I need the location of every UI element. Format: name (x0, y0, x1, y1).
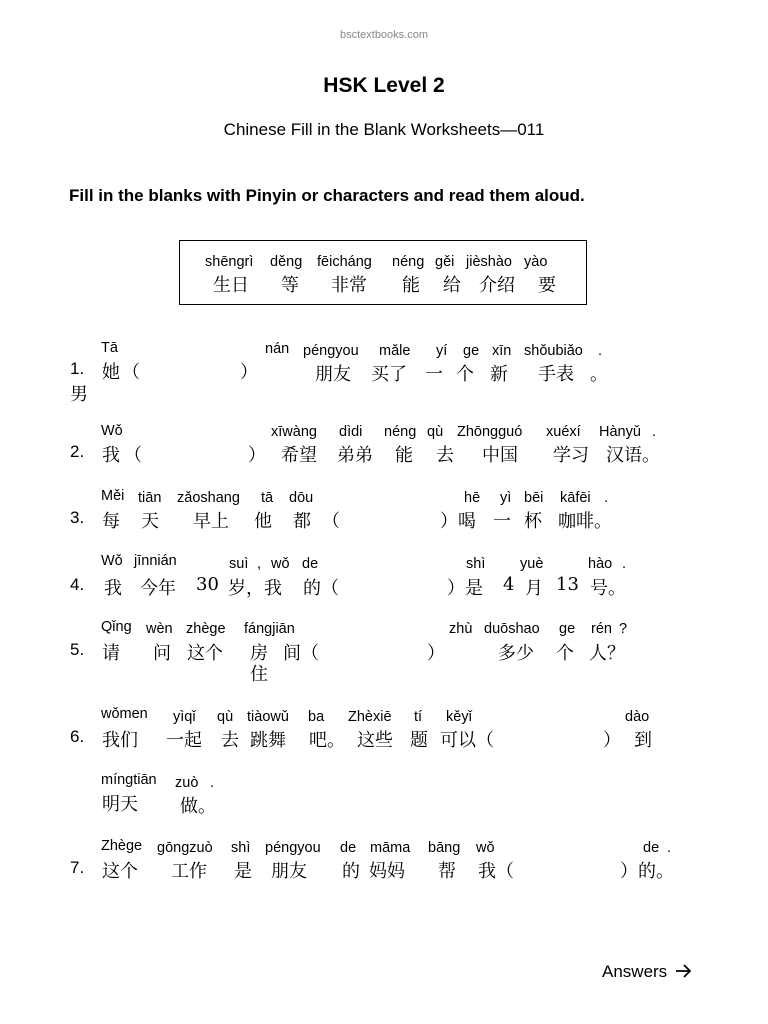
pinyin-word: ba (308, 709, 325, 725)
hanzi-word: 跳舞 (250, 730, 286, 751)
pinyin-word: ? (619, 621, 628, 637)
pinyin-word: nán (265, 341, 290, 357)
pinyin-word: qù (427, 424, 444, 440)
pinyin-word: . (604, 490, 609, 506)
hanzi-word: 人？ (589, 643, 625, 664)
hanzi-word: 房 (250, 643, 268, 664)
hanzi-word: 去 (436, 445, 454, 466)
pinyin-word: māma (370, 840, 411, 856)
blank-open: （ (122, 362, 140, 383)
pinyin-word: Wǒ (101, 423, 123, 439)
pinyin-word: de (302, 556, 319, 572)
blank-close: ） (427, 643, 445, 664)
pinyin-word: Zhège (101, 838, 143, 854)
word-bank-pinyin: néng (392, 254, 425, 270)
pinyin-word: wèn (146, 621, 173, 637)
word-bank-pinyin: shēngrì (205, 254, 254, 270)
hanzi-word: 能 (395, 445, 413, 466)
hanzi-word: 她 (102, 362, 120, 383)
hanzi-word: 13 (556, 574, 579, 595)
blank-close: ） (248, 445, 266, 466)
word-bank-hanzi: 能 (402, 275, 420, 296)
hanzi-word: 新 (490, 364, 508, 385)
pinyin-word: hào (588, 556, 613, 572)
hanzi-word: 住 (250, 664, 268, 685)
blank-open: （ (322, 511, 340, 532)
blank-close: ）喝 (440, 511, 476, 532)
hanzi-word: 这些 (357, 730, 393, 751)
hanzi-word: 问 (153, 643, 171, 664)
question-number: 6. (70, 727, 85, 746)
hanzi-word: 咖啡。 (558, 511, 612, 532)
pinyin-word: hē (464, 490, 481, 506)
question-number: 1. (70, 359, 85, 378)
hanzi-word: 可以（ (440, 730, 494, 751)
pinyin-word: kāfēi (560, 490, 591, 506)
pinyin-word: yì (500, 490, 512, 506)
hanzi-word: 的 (342, 861, 360, 882)
hanzi-word: 妈妈 (369, 861, 405, 882)
hanzi-word: 一 (493, 511, 511, 532)
pinyin-word: bēi (524, 490, 544, 506)
pinyin-word: tiān (138, 490, 162, 506)
hanzi-word: 题 (410, 730, 428, 751)
word-bank-pinyin: yào (524, 254, 548, 270)
pinyin-word: Tā (101, 340, 118, 356)
pinyin-word: péngyou (265, 840, 321, 856)
answers-link[interactable] (602, 962, 693, 982)
word-bank-hanzi: 要 (538, 275, 556, 296)
hanzi-word: 岁，我 (228, 578, 282, 599)
pinyin-word: tā (261, 490, 274, 506)
pinyin-word: duōshao (484, 621, 540, 637)
pinyin-word: ge (559, 621, 576, 637)
pinyin-word: rén (591, 621, 612, 637)
pinyin-word: xīwàng (271, 424, 317, 440)
pinyin-word: fángjiān (244, 621, 295, 637)
pinyin-word: . (622, 556, 627, 572)
hanzi-word: 我们 (102, 730, 138, 751)
answers-label: Answers (602, 962, 668, 981)
pinyin-word: suì (229, 556, 249, 572)
page-subtitle: Chinese Fill in the Blank Worksheets—011 (223, 120, 545, 139)
pinyin-word: . (652, 424, 657, 440)
hanzi-word: 月 (525, 578, 543, 599)
hanzi-word: 朋友 (315, 364, 351, 385)
hanzi-word: 汉语。 (606, 445, 660, 466)
pinyin-word: , (257, 556, 262, 572)
question-number: 7. (70, 858, 85, 877)
hanzi-word: 请 (102, 643, 120, 664)
hanzi-word: 4 (503, 574, 515, 595)
hanzi-word: 个 (556, 643, 574, 664)
blank-close: ） (603, 730, 621, 751)
page-title: HSK Level 2 (323, 74, 445, 97)
blank-open: 的（ (303, 578, 339, 599)
hanzi-word: 一起 (166, 730, 202, 751)
word-bank-pinyin: děng (270, 254, 303, 270)
pinyin-word: Zhōngguó (457, 424, 523, 440)
hanzi-word: 我 (102, 445, 120, 466)
question-number: 4. (70, 575, 85, 594)
pinyin-word: Zhèxiē (348, 709, 392, 725)
hanzi-word: 这个 (187, 643, 223, 664)
word-bank-hanzi: 生日 (213, 275, 249, 296)
hanzi-word: 。 (590, 364, 608, 385)
pinyin-word: tiàowǔ (247, 709, 289, 725)
hanzi-word: 一 (425, 364, 443, 385)
question-number: 2. (70, 442, 85, 461)
hanzi-word: 这个 (102, 861, 138, 882)
pinyin-word: bāng (428, 840, 461, 856)
pinyin-word: de (643, 840, 660, 856)
pinyin-word: xuéxí (546, 424, 581, 440)
hanzi-word: 我 (104, 578, 122, 599)
pinyin-word: Wǒ (101, 553, 123, 569)
pinyin-word: . (598, 343, 603, 359)
hanzi-word: 早上 (193, 511, 229, 532)
pinyin-word: zhù (449, 621, 473, 637)
pinyin-word: yuè (520, 556, 544, 572)
word-bank-hanzi: 介绍 (479, 275, 515, 296)
hanzi-word: 买了 (371, 364, 407, 385)
pinyin-word: jīnnián (134, 553, 177, 569)
hanzi-word: 是 (234, 861, 252, 882)
pinyin-word: ge (463, 343, 480, 359)
hanzi-word: 帮 (438, 861, 456, 882)
question-number: 3. (70, 508, 85, 527)
pinyin-word: qù (217, 709, 234, 725)
pinyin-word: gōngzuò (157, 840, 213, 856)
pinyin-word: dào (625, 709, 650, 725)
hanzi-word: 手表 (538, 364, 574, 385)
hanzi-word: 朋友 (271, 861, 307, 882)
pinyin-word: . (210, 775, 215, 791)
pinyin-word: tí (414, 709, 423, 725)
pinyin-word: zuò (175, 775, 199, 791)
word-bank-box (179, 240, 587, 305)
hanzi-word: 号。 (590, 578, 626, 599)
hanzi-word: 今年 (140, 578, 176, 599)
pinyin-word: míngtiān (101, 772, 157, 788)
pinyin-word: shǒubiǎo (524, 343, 583, 359)
pinyin-word: dōu (289, 490, 314, 506)
hanzi-word: 工作 (171, 861, 207, 882)
pinyin-word: xīn (492, 343, 512, 359)
pinyin-word: wǒ (271, 556, 290, 572)
hanzi-word: 都 (293, 511, 311, 532)
word-bank-pinyin: jièshào (466, 254, 512, 270)
pinyin-word: de (340, 840, 357, 856)
pinyin-word: zǎoshang (177, 490, 240, 506)
hanzi-word: 去 (221, 730, 239, 751)
pinyin-word: Qǐng (101, 619, 132, 635)
pinyin-word: yìqǐ (173, 709, 196, 725)
word-bank-hanzi: 等 (281, 275, 299, 296)
pinyin-word: kěyǐ (446, 709, 472, 725)
hanzi-word: 我（ (478, 861, 514, 882)
pinyin-word: . (667, 840, 672, 856)
blank-close: ）是 (447, 578, 483, 599)
hanzi-word: 希望 (281, 445, 317, 466)
hanzi-word: 中国 (482, 445, 518, 466)
blank-close: ）的。 (620, 861, 674, 882)
blank-open: （ (124, 445, 142, 466)
hanzi-word: 多少 (498, 643, 534, 664)
blank-close: ） (240, 362, 258, 383)
hanzi-word: 天 (141, 511, 159, 532)
hanzi-word: 到 (634, 730, 652, 751)
hanzi-word: 做。 (180, 796, 216, 817)
pinyin-word: péngyou (303, 343, 359, 359)
pinyin-word: zhège (186, 621, 226, 637)
pinyin-word: wǒ (476, 840, 495, 856)
hanzi-word: 每 (102, 511, 120, 532)
hanzi-word: 30 (196, 574, 219, 595)
word-bank-pinyin: fēicháng (317, 254, 372, 270)
hanzi-word: 杯 (524, 511, 542, 532)
word-bank-hanzi: 非常 (331, 275, 367, 296)
hanzi-word: 男 (70, 384, 88, 405)
pinyin-word: yí (436, 343, 448, 359)
hanzi-word: 间（ (283, 643, 319, 664)
pinyin-word: wǒmen (101, 706, 148, 722)
pinyin-word: dìdi (339, 424, 363, 440)
hanzi-word: 个 (456, 364, 474, 385)
hanzi-word: 明天 (102, 794, 138, 815)
pinyin-word: néng (384, 424, 417, 440)
arrow-right-icon (675, 964, 693, 978)
site-watermark: bsctextbooks.com (339, 29, 429, 41)
pinyin-word: mǎle (379, 343, 411, 359)
pinyin-word: Hànyǔ (599, 424, 641, 440)
pinyin-word: shì (231, 840, 251, 856)
question-number: 5. (70, 640, 85, 659)
hanzi-word: 弟弟 (337, 445, 373, 466)
hanzi-word: 学习 (553, 445, 589, 466)
word-bank-pinyin: gěi (435, 254, 455, 270)
hanzi-word: 吧。 (309, 730, 345, 751)
hanzi-word: 他 (254, 511, 272, 532)
word-bank-hanzi: 给 (443, 275, 461, 296)
instructions: Fill in the blanks with Pinyin or characters and read them aloud. (69, 186, 585, 205)
pinyin-word: shì (466, 556, 486, 572)
pinyin-word: Měi (101, 488, 125, 504)
